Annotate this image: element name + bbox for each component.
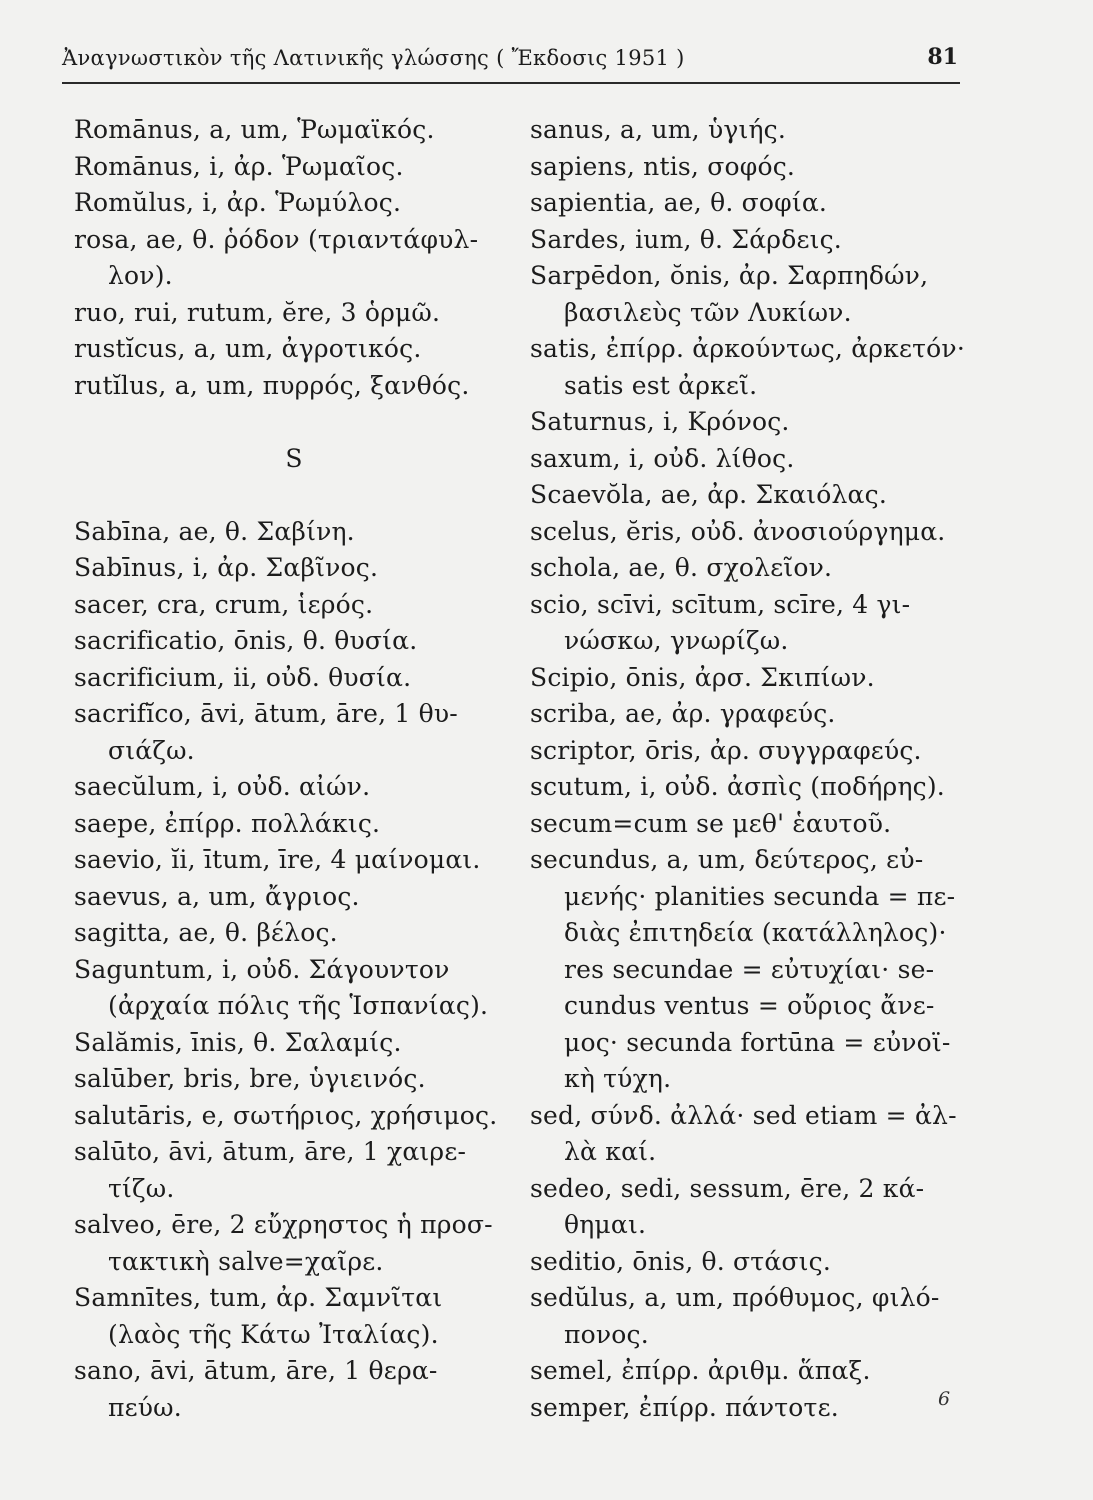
- entry-line: salveo, ēre, 2 εὔχρηστος ἡ προσ-: [74, 1210, 493, 1239]
- entry-line: πονος.: [564, 1319, 649, 1349]
- entry-line: βασιλεὺς τῶν Λυκίων.: [564, 297, 852, 327]
- blank-line: [74, 477, 514, 514]
- entry-line: secundus, a, um, δεύτερος, εὐ-: [530, 845, 924, 874]
- running-header: [62, 42, 960, 84]
- entry-line: Sardes, ium, θ. Σάρδεις.: [530, 224, 842, 254]
- entry-line: Samnītes, tum, ἀρ. Σαμνῖται: [74, 1283, 443, 1312]
- entry-line: sano, āvi, ātum, āre, 1 θερα-: [74, 1356, 438, 1385]
- entry-line: salūto, āvi, ātum, āre, 1 χαιρε-: [74, 1137, 467, 1166]
- section-letter: S: [285, 443, 303, 473]
- entry-line: κὴ τύχη.: [564, 1064, 672, 1093]
- entry-line: satis est ἀρκεῖ.: [564, 370, 758, 400]
- right-column: [530, 112, 970, 1426]
- entry-line: scutum, i, οὐδ. ἀσπὶς (ποδήρης).: [530, 772, 945, 801]
- entry-line: salūber, bris, bre, ὑγιεινός.: [74, 1064, 426, 1093]
- entry-line: λὰ καί.: [564, 1137, 657, 1166]
- entry-line: semper, ἐπίρρ. πάντοτε.: [530, 1392, 839, 1422]
- entry-line: sagitta, ae, θ. βέλος.: [74, 918, 338, 947]
- entry-line: Scipio, ōnis, ἀρσ. Σκιπίων.: [530, 662, 875, 692]
- entry-line: (λαὸς τῆς Κάτω Ἰταλίας).: [108, 1319, 439, 1349]
- entry-line: ruo, rui, rutum, ĕre, 3 ὁρμῶ.: [74, 297, 441, 327]
- entry-line: salutāris, e, σωτήριος, χρήσιμος.: [74, 1100, 498, 1130]
- entry-line: πεύω.: [108, 1392, 182, 1422]
- entry-line: τίζω.: [108, 1173, 175, 1203]
- entry-line: sacrificium, ii, οὐδ. θυσία.: [74, 662, 412, 692]
- entry-line: τακτικὴ salve=χαῖρε.: [108, 1246, 384, 1276]
- entry-line: sedeo, sedi, sessum, ēre, 2 κά-: [530, 1173, 925, 1203]
- entry-line: Romŭlus, i, ἀρ. Ῥωμύλος.: [74, 188, 402, 217]
- entry-line: secum=cum se μεθ' ἑαυτοῦ.: [530, 808, 892, 838]
- entry-line: cundus ventus = οὔριος ἄνε-: [564, 991, 935, 1020]
- entry-line: seditio, ōnis, θ. στάσις.: [530, 1246, 832, 1276]
- entry-line: scio, scīvi, scītum, scīre, 4 γι-: [530, 589, 911, 619]
- entry-line: rustĭcus, a, um, ἀγροτικός.: [74, 334, 422, 363]
- entry-line: saxum, i, οὐδ. λίθος.: [530, 443, 795, 473]
- entry-line: sapiens, ntis, σοφός.: [530, 151, 796, 181]
- entry-line: Sabīna, ae, θ. Σαβίνη.: [74, 516, 355, 546]
- header-title: Ἀναγνωστικὸν τῆς Λατινικῆς γλώσσης ( Ἔκδοσις 1951 ): [62, 46, 685, 70]
- entry-line: θημαι.: [564, 1210, 647, 1239]
- entry-line: sed, σύνδ. ἀλλά· sed etiam = ἀλ-: [530, 1100, 957, 1130]
- entry-line: διὰς ἐπιτηδεία (κατάλληλος)·: [564, 918, 947, 947]
- entry-line: σιάζω.: [108, 735, 195, 765]
- entry-line: scriptor, ōris, ἀρ. συγγραφεύς.: [530, 735, 922, 765]
- entry-line: Sarpēdon, ŏnis, ἀρ. Σαρπηδών,: [530, 261, 929, 290]
- entry-line: satis, ἐπίρρ. ἀρκούντως, ἀρκετόν·: [530, 334, 965, 363]
- entry-line: scriba, ae, ἀρ. γραφεύς.: [530, 699, 836, 728]
- blank-line: [74, 404, 514, 441]
- entry-line: sapientia, ae, θ. σοφία.: [530, 188, 828, 217]
- entry-line: rosa, ae, θ. ῥόδον (τριαντάφυλ-: [74, 224, 479, 254]
- entry-line: res secundae = εὐτυχίαι· se-: [564, 954, 935, 984]
- entry-line: sanus, a, um, ὑγιής.: [530, 115, 787, 144]
- entry-line: Saturnus, i, Κρόνος.: [530, 407, 790, 436]
- entry-line: sacer, cra, crum, ἱερός.: [74, 589, 374, 619]
- entry-line: scelus, ĕris, οὐδ. ἀνοσιούργημα.: [530, 516, 946, 546]
- entry-line: sacrifĭco, āvi, ātum, āre, 1 θυ-: [74, 699, 458, 728]
- entry-line: Salămis, īnis, θ. Σαλαμίς.: [74, 1027, 402, 1057]
- entry-line: μενής· planities secunda = πε-: [564, 881, 956, 911]
- entry-line: Scaevŏla, ae, ἀρ. Σκαιόλας.: [530, 480, 887, 509]
- entry-line: saecŭlum, i, οὐδ. αἰών.: [74, 772, 371, 801]
- entry-line: (ἀρχαία πόλις τῆς Ἱσπανίας).: [108, 991, 489, 1020]
- entry-line: λον).: [108, 261, 173, 290]
- entry-line: Saguntum, i, οὐδ. Σάγουντον: [74, 954, 450, 984]
- entry-line: saevio, ĭi, ītum, īre, 4 μαίνομαι.: [74, 845, 481, 874]
- entry-line: semel, ἐπίρρ. ἀριθμ. ἅπαξ.: [530, 1356, 871, 1385]
- page-number: 81: [927, 44, 958, 70]
- entry-line: Romānus, i, ἀρ. Ῥωμαῖος.: [74, 151, 404, 181]
- left-column: [74, 112, 514, 1426]
- entry-line: Romānus, a, um, Ῥωμαϊκός.: [74, 115, 435, 144]
- entry-line: saepe, ἐπίρρ. πολλάκις.: [74, 808, 381, 838]
- entry-line: Sabīnus, i, ἀρ. Σαβῖνος.: [74, 553, 379, 582]
- entry-line: schola, ae, θ. σχολεῖον.: [530, 553, 833, 582]
- entry-line: μος· secunda fortūna = εὐνοϊ-: [564, 1027, 951, 1057]
- signature-mark: 6: [938, 1388, 951, 1410]
- entry-line: νώσκω, γνωρίζω.: [564, 626, 789, 655]
- entry-line: sedŭlus, a, um, πρόθυμος, φιλό-: [530, 1283, 940, 1312]
- entry-line: sacrificatio, ōnis, θ. θυσία.: [74, 626, 418, 655]
- entry-line: saevus, a, um, ἄγριος.: [74, 881, 360, 911]
- entry-line: rutĭlus, a, um, πυρρός, ξανθός.: [74, 370, 470, 400]
